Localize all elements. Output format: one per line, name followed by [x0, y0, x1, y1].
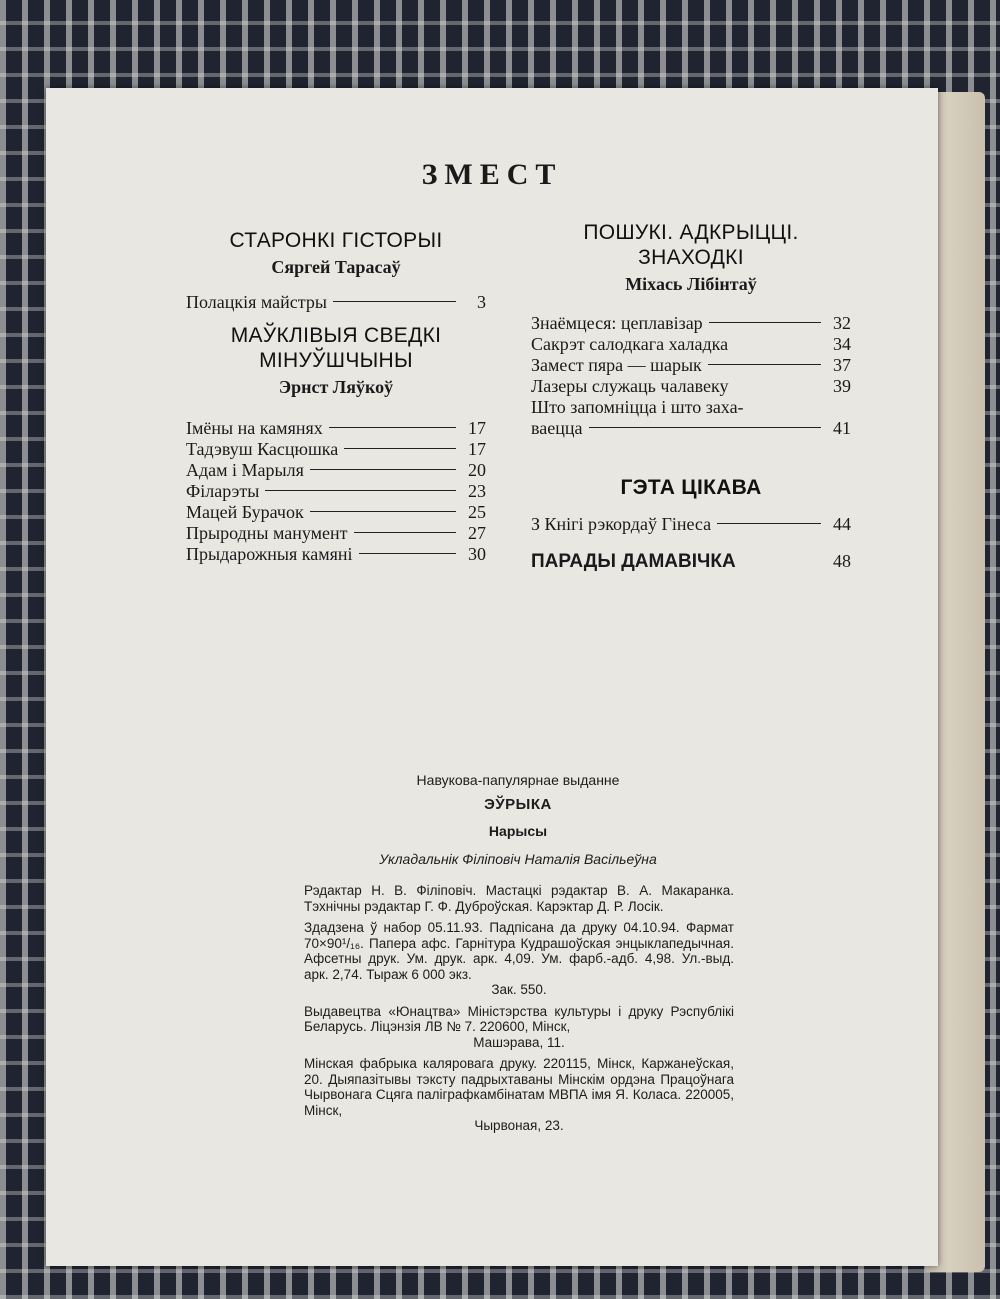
page-title: ЗМЕСТ [421, 158, 563, 191]
toc-entry-wrapped-line2 [531, 418, 851, 439]
entry-page: 23 [468, 481, 486, 501]
leader-dash [333, 301, 456, 302]
compiler-line: Укладальнік Філіповіч Наталія Васільеўна [379, 851, 657, 867]
entry-title: Полацкія майстры [186, 292, 327, 312]
editors-paragraph: Рэдактар Н. В. Філіповіч. Мастацкі рэдактар В. А. Макаранка. Тэхнічны рэдактар Г. Ф. Дуброўская. Карэктар Д. Р. Лосік. [304, 883, 734, 914]
toc-entry [186, 523, 486, 544]
entry-title: Прыдарожныя камяні [186, 544, 353, 564]
leader-dash [344, 448, 456, 449]
toc-section-discoveries [531, 220, 851, 439]
entry-title: Мацей Бурачок [186, 502, 304, 522]
section-heading: ПАРАДЫ ДАМАВІЧКА [531, 551, 736, 572]
publisher-paragraph [302, 1004, 734, 1051]
entry-page: 17 [468, 439, 486, 459]
entry-title: Імёны на камянях [186, 418, 323, 438]
toc-entry [186, 544, 486, 565]
section-heading-line: МАЎКЛІВЫЯ СВЕДКІ [230, 324, 442, 347]
factory-text: Мінская фабрыка каляровага друку. 220115, Мінск, Каржанеўская, 20. Дыяпазітывы тэксту падрыхтаваны Мінскім ордэна Працоўнага Чырвонага Сцяга паліграфкамбінатам МВПА імя Я. Коласа. 220005, Мінск, [304, 1056, 734, 1118]
toc-section-advice [531, 551, 851, 573]
leader-dash [310, 469, 456, 470]
leader-dash [265, 490, 456, 491]
entry-page: 34 [833, 334, 851, 354]
entry-title: Адам і Марыля [186, 460, 304, 480]
entry-page: 20 [468, 460, 486, 480]
entry-title: Філарэты [186, 481, 260, 501]
entry-title: Замест пяра — шарык [531, 355, 702, 375]
leader-dash [310, 511, 456, 512]
toc-section-interesting [531, 475, 851, 535]
entry-title: Лазеры служаць чалавеку [531, 376, 729, 396]
print-info-last: Зак. 550. [491, 982, 547, 997]
factory-paragraph [302, 1056, 734, 1134]
leader-dash [589, 427, 822, 428]
toc-entry [186, 418, 486, 439]
toc-entry [531, 355, 851, 376]
toc-entry [186, 292, 486, 313]
toc-entry [531, 376, 851, 397]
leader-dash [708, 364, 821, 365]
toc-entry [186, 502, 486, 523]
entry-title: З Кнігі рэкордаў Гінеса [531, 514, 712, 534]
section-heading-line: ПОШУКІ. АДКРЫЦЦІ. [583, 221, 799, 244]
section-author: Сяргей Тарасаў [271, 257, 401, 277]
section-heading-line: ЗНАХОДКІ [638, 246, 744, 269]
entry-page: 25 [468, 502, 486, 522]
toc-entry [186, 481, 486, 502]
entry-page: 3 [477, 292, 486, 312]
entry-page: 27 [468, 523, 486, 543]
section-author: Эрнст Ляўкоў [278, 377, 394, 397]
leader-dash [359, 553, 457, 554]
leader-dash [329, 427, 456, 428]
entry-page: 17 [468, 418, 486, 438]
entry-title: Прыродны манумент [186, 523, 348, 543]
toc-section-history [186, 228, 486, 313]
publisher-last: Машэрава, 11. [473, 1034, 565, 1050]
toc-left-column [186, 228, 486, 565]
entry-page: 30 [468, 544, 486, 564]
leader-dash [354, 532, 457, 533]
entry-page: 44 [833, 514, 851, 534]
publication-subtitle: Нарысы [488, 823, 548, 839]
publication-title: ЭЎРЫКА [484, 796, 552, 813]
entry-title: Сакрэт салодкага халадка [531, 334, 729, 354]
publication-type: Навукова-папулярнае выданне [416, 772, 620, 788]
print-info-paragraph [302, 920, 734, 998]
entry-page: 32 [833, 313, 851, 333]
entry-page: 41 [833, 418, 851, 438]
toc-entry [531, 313, 851, 334]
toc-entry-wrapped-line1 [531, 397, 851, 418]
toc-right-column [531, 220, 851, 573]
book-page [46, 88, 938, 1266]
imprint-block [302, 772, 734, 1140]
section-author: Міхась Лібінтаў [625, 274, 757, 294]
section-heading: СТАРОНКІ ГІСТОРЫІ [229, 229, 443, 252]
entry-title: Тадэвуш Касцюшка [186, 439, 339, 459]
toc-section-witnesses [186, 323, 486, 565]
section-heading: ГЭТА ЦІКАВА [620, 476, 762, 499]
publisher-text: Выдавецтва «Юнацтва» Міністэрства культуры і друку Рэспублікі Беларусь. Ліцэнзія ЛВ № 7. 220600, Мінск, [304, 1003, 734, 1034]
toc-entry [531, 334, 851, 355]
entry-title-continued: ваецца [531, 418, 583, 438]
leader-dash [709, 322, 821, 323]
toc-entry [531, 514, 851, 535]
entry-page: 39 [833, 376, 851, 396]
print-info-text: Здадзена ў набор 05.11.93. Падпісана да друку 04.10.94. Фармат 70×90¹/₁₆. Папера афс. Гарнітура Кудрашоўская энцыклапедычная. Афсетны друк. Ум. друк. арк. 4,09. Ум. фарб.-адб. 4,98. Ул.-выд. арк. 2,74. Тыраж 6 000 экз. [304, 920, 734, 982]
section-heading-line: МІНУЎШЧЫНЫ [259, 349, 413, 372]
toc-entry [186, 460, 486, 481]
leader-dash [717, 523, 821, 524]
entry-page: 48 [833, 551, 851, 571]
entry-title: Што запомніцца і што заха- [531, 397, 744, 417]
toc-entry [186, 439, 486, 460]
factory-last: Чырвоная, 23. [474, 1118, 564, 1133]
entry-title: Знаёмцеся: цеплавізар [531, 313, 703, 333]
entry-page: 37 [833, 355, 851, 375]
